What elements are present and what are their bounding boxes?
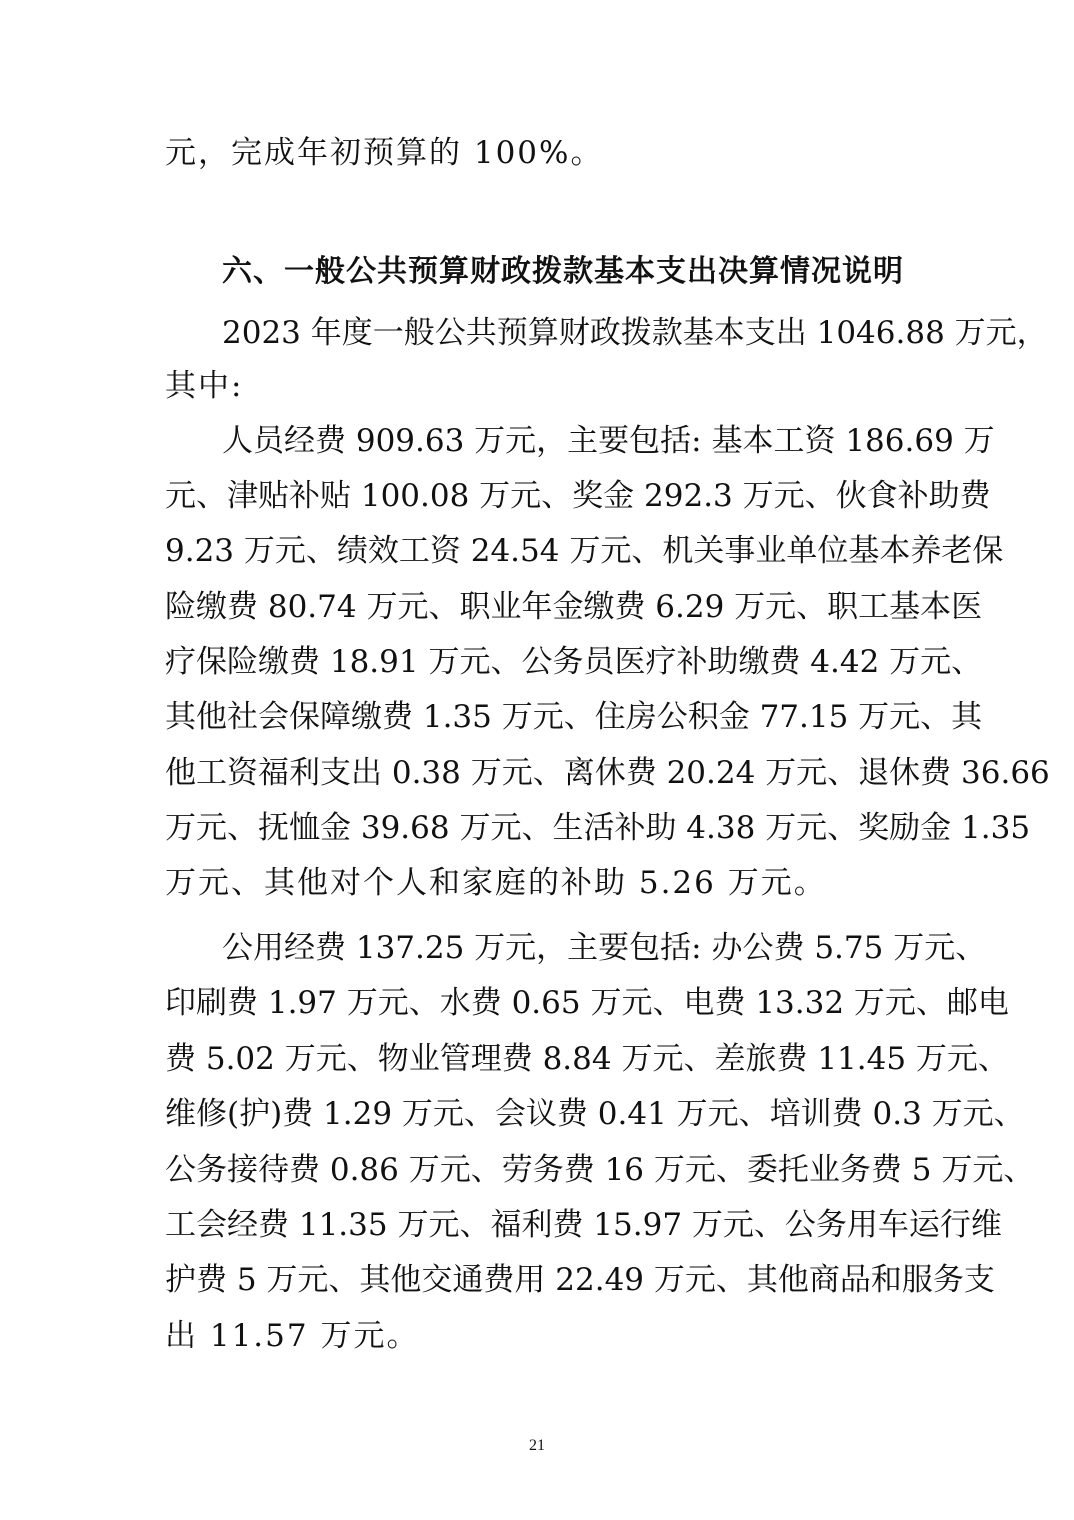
public-expense-paragraph-line: 公务接待费 0.86 万元、劳务费 16 万元、委托业务费 5 万元、: [165, 1152, 1035, 1188]
section-heading: 六、一般公共预算财政拨款基本支出决算情况说明: [222, 254, 904, 289]
public-expense-paragraph-line: 维修(护)费 1.29 万元、会议费 0.41 万元、培训费 0.3 万元、: [165, 1096, 1025, 1132]
personnel-paragraph-line: 万元、抚恤金 39.68 万元、生活补助 4.38 万元、奖励金 1.35: [165, 810, 1031, 846]
summary-line: 其中:: [165, 368, 244, 404]
personnel-paragraph-line: 其他社会保障缴费 1.35 万元、住房公积金 77.15 万元、其: [165, 699, 983, 735]
personnel-paragraph-line: 9.23 万元、绩效工资 24.54 万元、机关事业单位基本养老保: [165, 533, 1004, 569]
public-expense-paragraph-line: 工会经费 11.35 万元、福利费 15.97 万元、公务用车运行维: [165, 1207, 1002, 1243]
intro-line: 元，完成年初预算的 100%。: [165, 135, 604, 171]
public-expense-paragraph-line: 护费 5 万元、其他交通费用 22.49 万元、其他商品和服务支: [165, 1262, 995, 1298]
public-expense-paragraph-line: 费 5.02 万元、物业管理费 8.84 万元、差旅费 11.45 万元、: [165, 1041, 1009, 1077]
public-expense-paragraph-line: 公用经费 137.25 万元，主要包括: 办公费 5.75 万元、: [222, 930, 987, 966]
personnel-paragraph-line: 疗保险缴费 18.91 万元、公务员医疗补助缴费 4.42 万元、: [165, 644, 983, 680]
personnel-paragraph-line: 万元、其他对个人和家庭的补助 5.26 万元。: [165, 865, 827, 901]
personnel-paragraph-line: 他工资福利支出 0.38 万元、离休费 20.24 万元、退休费 36.66: [165, 755, 1050, 791]
summary-line: 2023 年度一般公共预算财政拨款基本支出 1046.88 万元，: [222, 315, 1048, 351]
public-expense-paragraph-line: 出 11.57 万元。: [165, 1318, 420, 1354]
personnel-paragraph-line: 元、津贴补贴 100.08 万元、奖金 292.3 万元、伙食补助费: [165, 478, 991, 514]
page-number: 21: [529, 1437, 545, 1454]
public-expense-paragraph-line: 印刷费 1.97 万元、水费 0.65 万元、电费 13.32 万元、邮电: [165, 985, 1009, 1021]
personnel-paragraph-line: 人员经费 909.63 万元，主要包括: 基本工资 186.69 万: [222, 423, 995, 459]
personnel-paragraph-line: 险缴费 80.74 万元、职业年金缴费 6.29 万元、职工基本医: [165, 589, 983, 625]
